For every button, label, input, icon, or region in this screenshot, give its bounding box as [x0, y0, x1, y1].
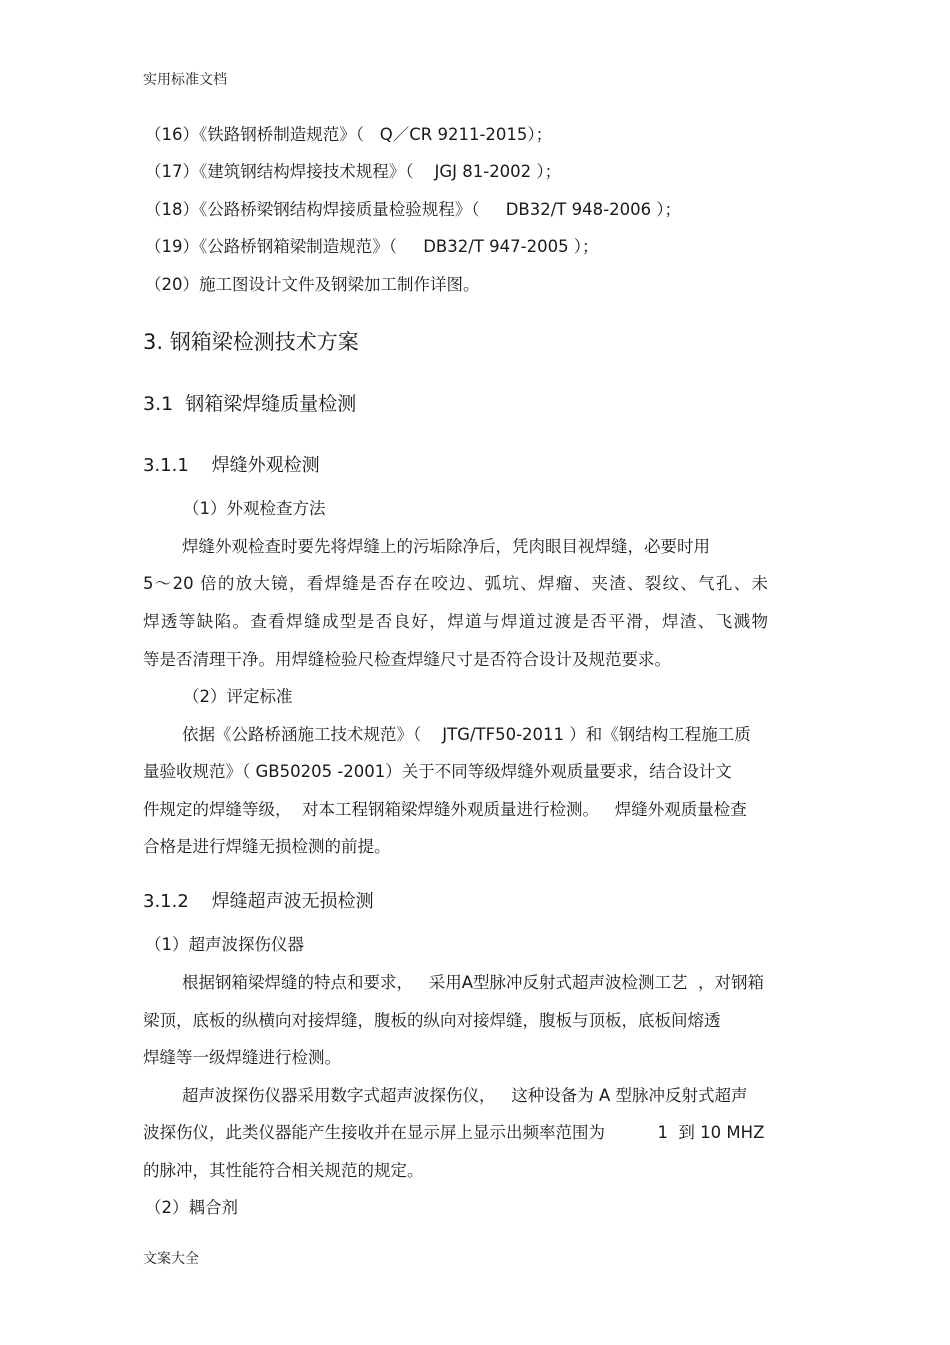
paragraph-line: 合格是进行焊缝无损检测的前提。	[143, 837, 391, 856]
list-item-label: （2）评定标准	[183, 687, 293, 706]
subsubsection-heading: 3.1.1 焊缝外观检测	[143, 455, 320, 476]
subsection-heading: 3.1 钢箱梁焊缝质量检测	[143, 393, 357, 415]
paragraph-line: 量验收规范》（ GB50205 -2001）关于不同等级焊缝外观质量要求，结合设计文	[143, 762, 732, 781]
paragraph-line: 件规定的焊缝等级， 对本工程钢箱梁焊缝外观质量进行检测。 焊缝外观质量检查	[143, 800, 747, 819]
subsubsection-heading: 3.1.2 焊缝超声波无损检测	[143, 891, 374, 912]
reference-item: （20）施工图设计文件及钢梁加工制作详图。	[145, 275, 480, 294]
reference-item: （18）《公路桥梁钢结构焊接质量检验规程》（ DB32/T 948-2006 ）；	[145, 200, 682, 219]
paragraph-line: 梁顶，底板的纵横向对接焊缝，腹板的纵向对接焊缝，腹板与顶板，底板间熔透	[143, 1011, 721, 1030]
list-item-label: （1）外观检查方法	[183, 499, 326, 518]
paragraph-line: 焊缝等一级焊缝进行检测。	[143, 1048, 341, 1067]
list-item-label: （1）超声波探伤仪器	[145, 935, 304, 954]
page-footer: 文案大全	[143, 1251, 199, 1267]
reference-item: （19）《公路桥钢箱梁制造规范》（ DB32/T 947-2005 ）；	[145, 237, 599, 256]
paragraph-line: 等是否清理干净。用焊缝检验尺检查焊缝尺寸是否符合设计及规范要求。	[143, 650, 671, 669]
section-heading: 3. 钢箱梁检测技术方案	[143, 330, 359, 354]
paragraph-line: 的脉冲，其性能符合相关规范的规定。	[143, 1161, 424, 1180]
list-item-label: （2）耦合剂	[145, 1198, 238, 1217]
paragraph-line: 超声波探伤仪器采用数字式超声波探伤仪， 这种设备为 A 型脉冲反射式超声	[182, 1086, 748, 1105]
paragraph-line: 焊缝外观检查时要先将焊缝上的污垢除净后，凭肉眼目视焊缝，必要时用	[182, 537, 710, 556]
paragraph-line: 焊透等缺陷。查看焊缝成型是否良好，焊道与焊道过渡是否平滑，焊渣、飞溅物	[143, 612, 768, 631]
paragraph-line: 依据《公路桥涵施工技术规范》（ JTG/TF50-2011 ）和《钢结构工程施工质	[182, 725, 751, 744]
page-header: 实用标准文档	[143, 72, 227, 88]
reference-item: （17）《建筑钢结构焊接技术规程》（ JGJ 81-2002 ）；	[145, 162, 562, 181]
reference-item: （16）《铁路钢桥制造规范》（ Q／CR 9211-2015）；	[145, 125, 553, 144]
paragraph-line: 根据钢箱梁焊缝的特点和要求， 采用A型脉冲反射式超声波检测工艺 ，对钢箱	[182, 973, 765, 992]
paragraph-line: 波探伤仪，此类仪器能产生接收并在显示屏上显示出频率范围为 1 到 10 MHZ	[143, 1123, 765, 1142]
paragraph-line: 5～20 倍的放大镜，看焊缝是否存在咬边、弧坑、焊瘤、夹渣、裂纹、气孔、未	[143, 574, 768, 593]
